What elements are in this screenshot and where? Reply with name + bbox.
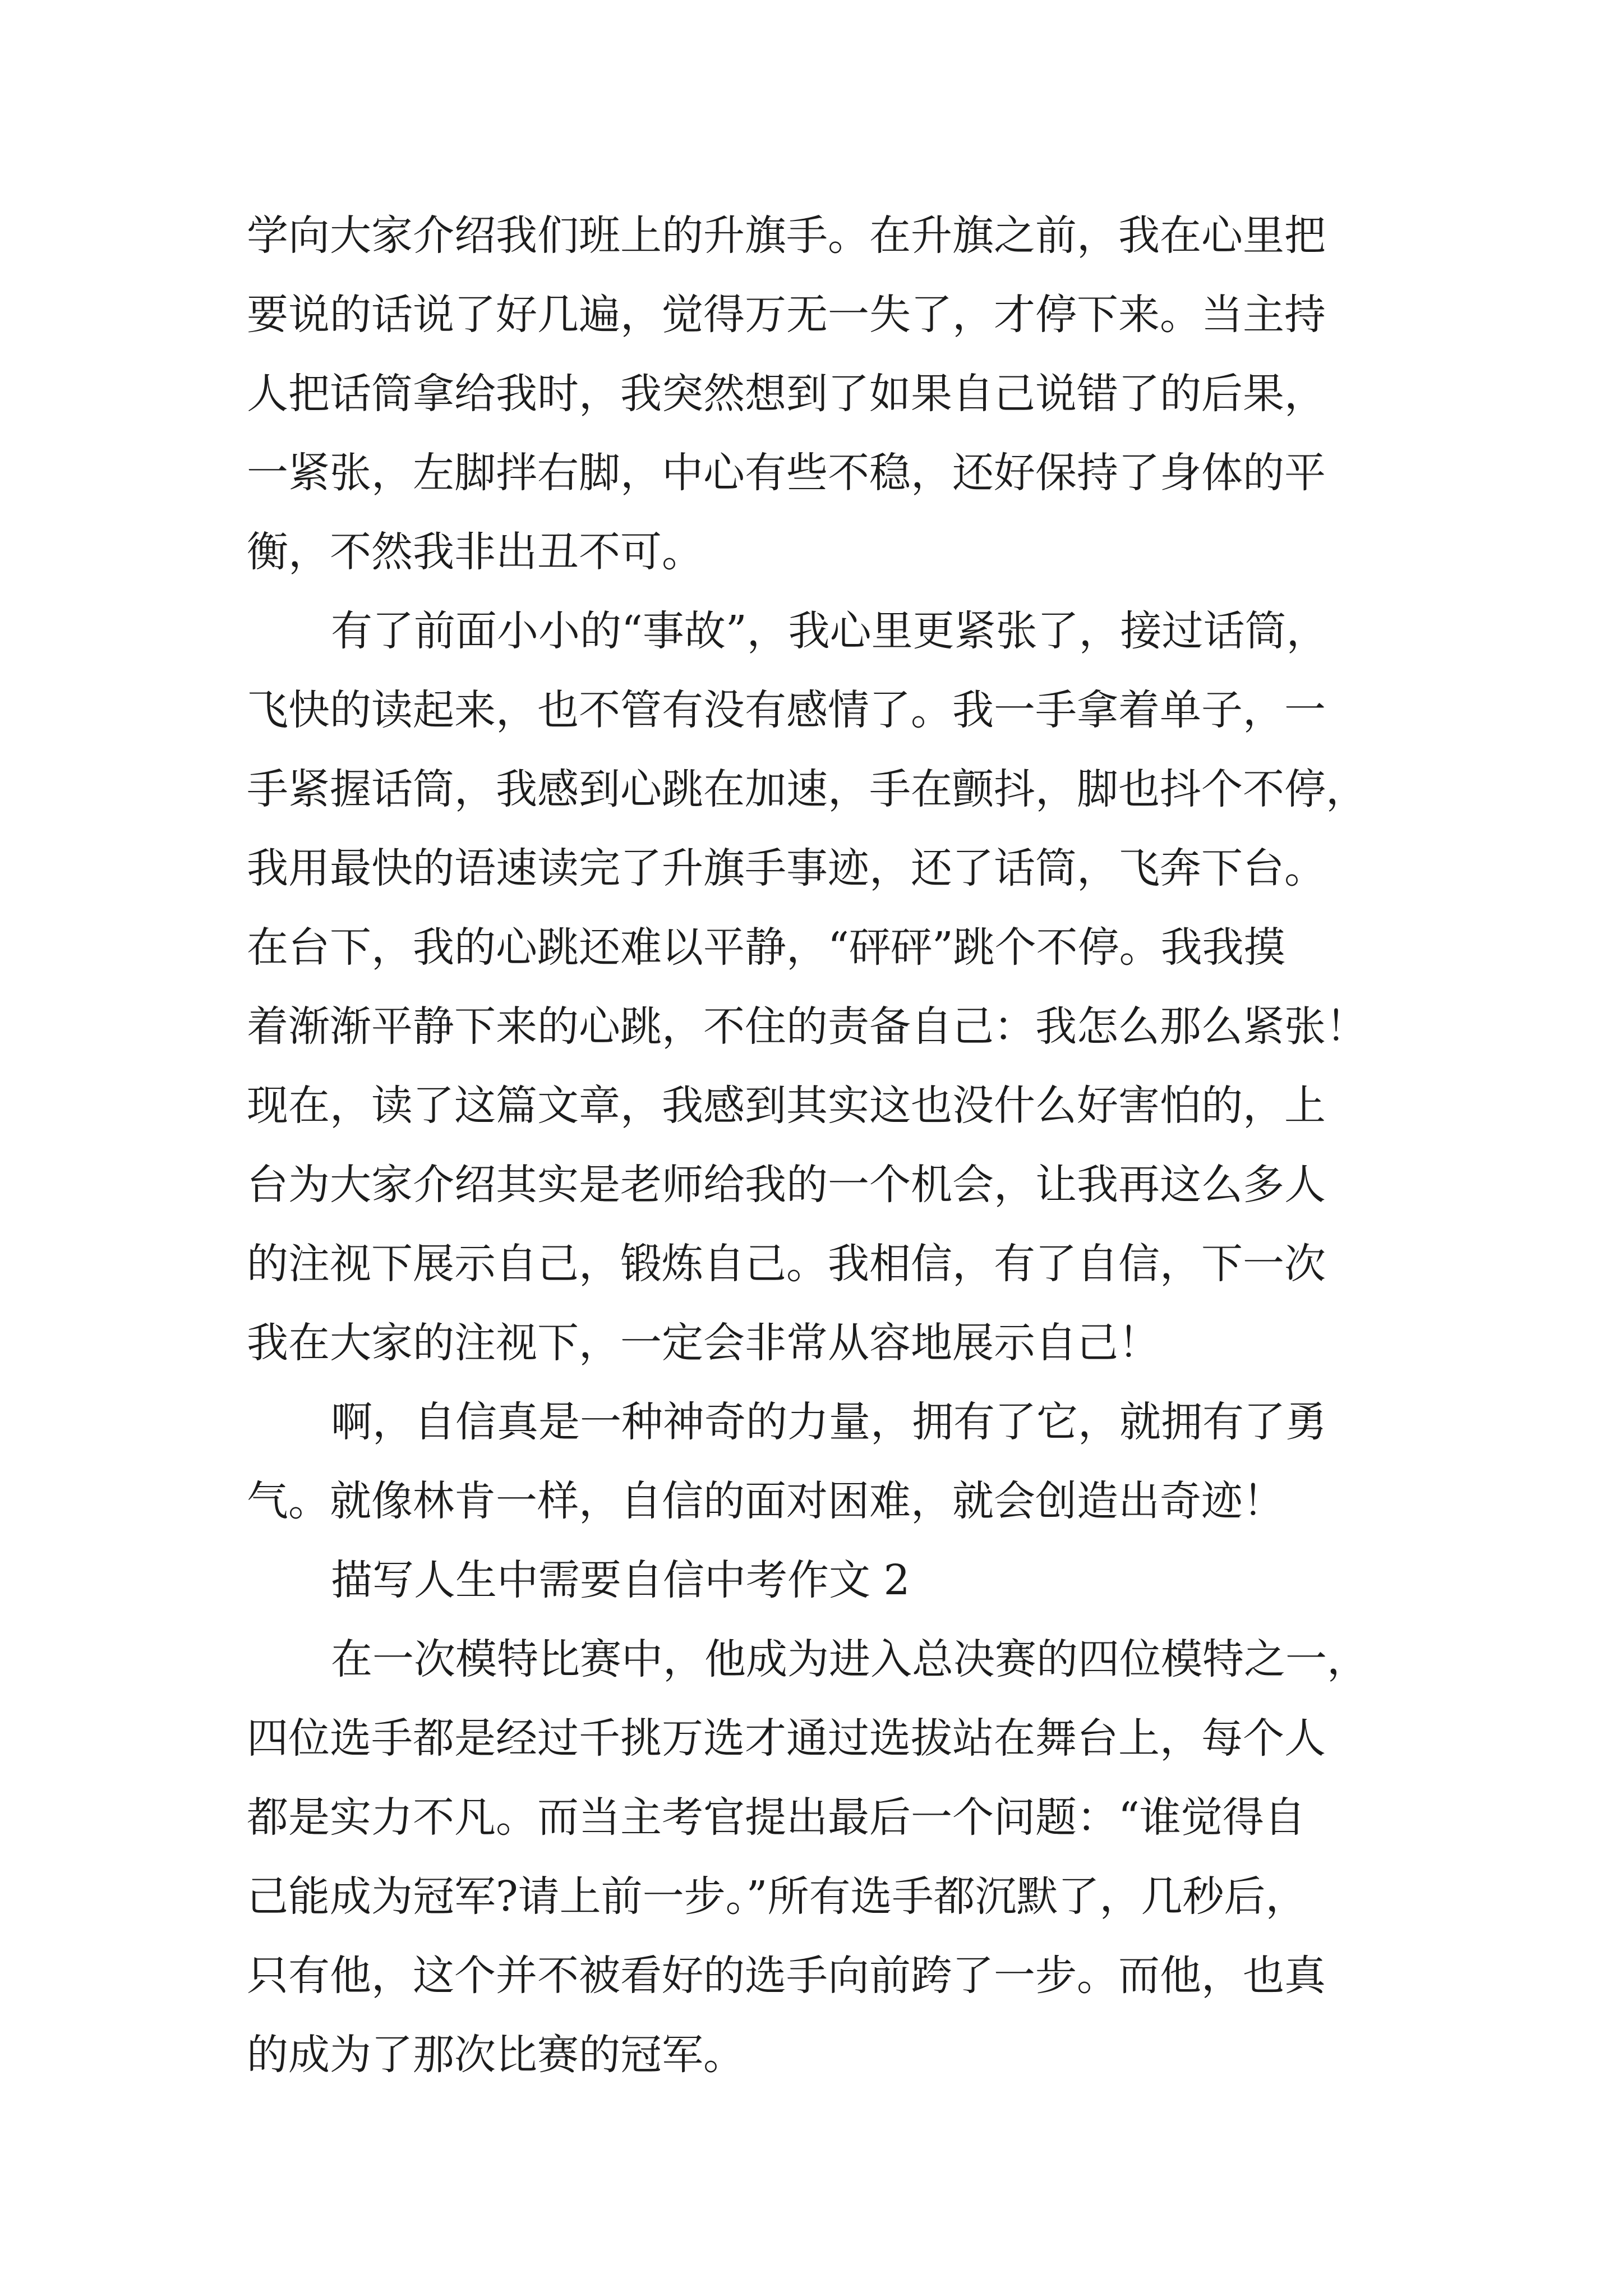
text-line: 己能成为冠军?请上前一步。”所有选手都沉默了，几秒后， [247,1872,1307,1921]
text-line: 的成为了那次比赛的冠军。 [247,2031,745,2079]
text-line: 都是实力不凡。而当主考官提出最后一个问题：“谁觉得自 [247,1793,1306,1842]
text-line: 人把话筒拿给我时，我突然想到了如果自己说错了的后果， [247,370,1326,418]
paragraph-first-line: 在一次模特比赛中，他成为进入总决赛的四位模特之一， [331,1635,1368,1683]
text-line: 手紧握话筒，我感到心跳在加速，手在颤抖，脚也抖个不停， [247,765,1367,813]
text-line: 四位选手都是经过千挑万选才通过选拔站在舞台上，每个人 [247,1714,1326,1763]
text-line: 在台下，我的心跳还难以平静，“砰砰”跳个不停。我我摸 [247,923,1285,972]
text-line: 衡，不然我非出丑不可。 [247,528,703,576]
text-line: 学向大家介绍我们班上的升旗手。在升旗之前，我在心里把 [247,211,1326,260]
paragraph-first-line: 啊，自信真是一种神奇的力量，拥有了它，就拥有了勇 [331,1398,1327,1446]
text-line: 着渐渐平静下来的心跳，不住的责备自己：我怎么那么紧张！ [247,1002,1367,1051]
section-heading: 描写人生中需要自信中考作文 2 [331,1556,910,1604]
text-line: 飞快的读起来，也不管有没有感情了。我一手拿着单子，一 [247,686,1326,734]
text-line: 我用最快的语速读完了升旗手事迹，还了话筒，飞奔下台。 [247,844,1326,892]
text-line: 我在大家的注视下，一定会非常从容地展示自己！ [247,1319,1160,1367]
text-line: 气。就像林肯一样，自信的面对困难，就会创造出奇迹！ [247,1477,1284,1525]
text-line: 一紧张，左脚拌右脚，中心有些不稳，还好保持了身体的平 [247,449,1326,497]
text-line: 台为大家介绍其实是老师给我的一个机会，让我再这么多人 [247,1161,1326,1209]
text-line: 的注视下展示自己，锻炼自己。我相信，有了自信，下一次 [247,1240,1326,1288]
paragraph-first-line: 有了前面小小的“事故”，我心里更紧张了，接过话筒， [331,607,1328,655]
text-line: 要说的话说了好几遍，觉得万无一失了，才停下来。当主持 [247,291,1326,339]
text-line: 只有他，这个并不被看好的选手向前跨了一步。而他，也真 [247,1952,1326,2000]
text-line: 现在，读了这篇文章，我感到其实这也没什么好害怕的，上 [247,1082,1326,1130]
